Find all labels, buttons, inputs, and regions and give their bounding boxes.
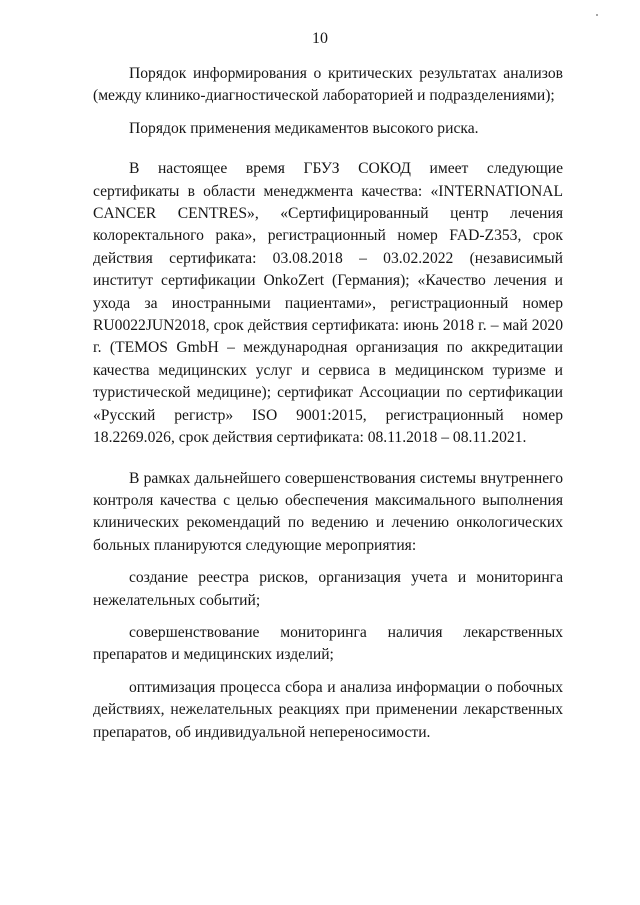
paragraph-planned-measures: В рамках дальнейшего совершенствования системы внутреннего контроля качества с целью обеспечения максимального выполнения клинических рекомендаций по ведению и лечению онкологических больных планируются следующие мероприятия: (93, 469, 563, 554)
list-item-adverse-reactions: оптимизация процесса сбора и анализа информации о побочных действиях, нежелательных реакциях при применении лекарственных препаратов, об индивидуальной непереносимости. (93, 678, 563, 741)
list-item-drug-monitoring: совершенствование мониторинга наличия лекарственных препаратов и медицинских изделий; (93, 623, 563, 664)
scan-speck (596, 14, 598, 16)
paragraph-critical-results: Порядок информирования о критических результатах анализов (между клинико-диагностической лабораторией и подразделениями); (93, 65, 563, 105)
document-body (93, 63, 563, 754)
list-item-risk-register: создание реестра рисков, организация учета и мониторинга нежелательных событий; (93, 569, 563, 609)
paragraph-certificates: В настоящее время ГБУЗ СОКОД имеет следующие сертификаты в области менеджмента качества: «INTERNATIONAL CANCER CENTRES», «Сертифицированный центр лечения колоректального рака», регистрационный номер FAD-Z353, срок действия сертификата: 03.08.2018 – 03.02.2022 (независимый институт сертификации OnkoZert (Германия); «Качество лечения и ухода за иностранными пациентами», регистрационный номер RU0022JUN2018, срок действия сертификата: июнь 2018 г. – май 2020 г. (TEMOS GmbH – международная организация по аккредитации качества медицинских услуг и сервиса в медицинском туризме и туристической медицине); сертификат Ассоциации по сертификации «Русский регистр» ISO 9001:2015, регистрационный номер 18.2269.026, срок действия сертификата: 08.11.2018 – 08.11.2021. (93, 160, 563, 447)
paragraph-high-risk-medications: Порядок применения медикаментов высокого риска. (129, 119, 479, 137)
page-number: 10 (312, 30, 328, 47)
